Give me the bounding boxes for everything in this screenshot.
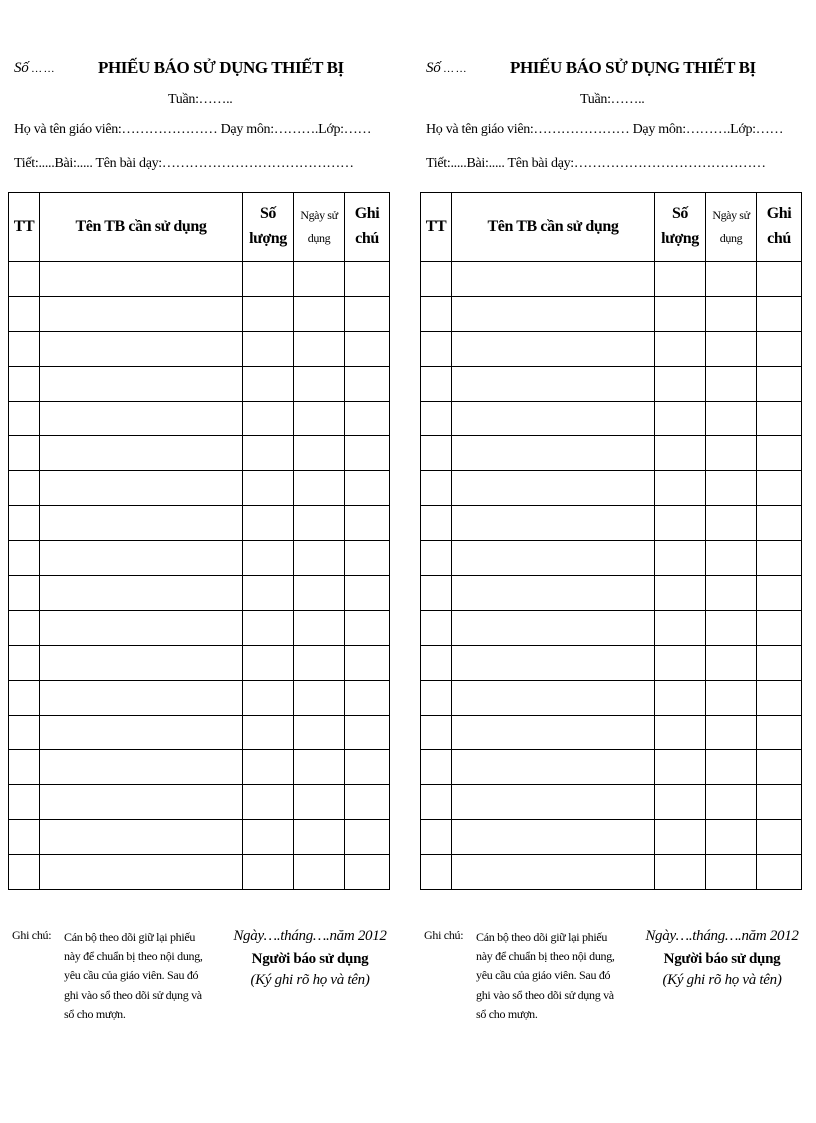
cell-tt	[9, 715, 40, 750]
cell-note	[345, 366, 390, 401]
cell-tt	[9, 855, 40, 890]
cell-usage-date	[706, 541, 757, 576]
cell-usage-date	[706, 436, 757, 471]
table-row	[9, 436, 390, 471]
cell-usage-date	[706, 610, 757, 645]
cell-usage-date	[706, 366, 757, 401]
cell-tt	[9, 436, 40, 471]
table-row	[421, 855, 802, 890]
cell-usage-date	[294, 262, 345, 297]
cell-quantity	[655, 645, 706, 680]
cell-note	[345, 471, 390, 506]
cell-note	[345, 680, 390, 715]
cell-usage-date	[706, 296, 757, 331]
cell-usage-date	[706, 576, 757, 611]
cell-equipment-name	[40, 436, 243, 471]
cell-tt	[421, 610, 452, 645]
table-row	[9, 471, 390, 506]
cell-usage-date	[294, 610, 345, 645]
table-row	[421, 820, 802, 855]
cell-equipment-name	[452, 331, 655, 366]
cell-usage-date	[294, 366, 345, 401]
table-row	[421, 785, 802, 820]
cell-usage-date	[706, 715, 757, 750]
cell-tt	[421, 331, 452, 366]
cell-quantity	[655, 576, 706, 611]
cell-usage-date	[294, 715, 345, 750]
table-row	[9, 541, 390, 576]
week-field: Tuần:……..	[580, 92, 645, 107]
table-row	[421, 436, 802, 471]
cell-usage-date	[294, 785, 345, 820]
cell-equipment-name	[452, 262, 655, 297]
cell-usage-date	[706, 471, 757, 506]
cell-equipment-name	[452, 855, 655, 890]
signature-date: Ngày….tháng….năm 2012	[233, 928, 387, 944]
cell-equipment-name	[452, 366, 655, 401]
cell-quantity	[655, 296, 706, 331]
cell-quantity	[655, 401, 706, 436]
header-usage-date: Ngày sử dụng	[294, 193, 345, 262]
table-header-row	[421, 193, 802, 262]
table-header-row	[9, 193, 390, 262]
cell-note	[757, 645, 802, 680]
header-tt: TT	[421, 193, 452, 262]
equipment-form-right	[420, 0, 815, 1123]
cell-note	[345, 785, 390, 820]
cell-equipment-name	[40, 262, 243, 297]
cell-quantity	[243, 785, 294, 820]
table-row	[421, 401, 802, 436]
cell-tt	[9, 645, 40, 680]
table-row	[9, 820, 390, 855]
cell-equipment-name	[40, 401, 243, 436]
cell-equipment-name	[452, 645, 655, 680]
cell-equipment-name	[452, 576, 655, 611]
cell-equipment-name	[40, 506, 243, 541]
cell-note	[757, 506, 802, 541]
cell-quantity	[243, 680, 294, 715]
cell-quantity	[655, 506, 706, 541]
equipment-form-left	[8, 0, 403, 1123]
cell-note	[345, 645, 390, 680]
cell-tt	[9, 401, 40, 436]
cell-note	[345, 576, 390, 611]
cell-quantity	[655, 471, 706, 506]
header-note: Ghi chú	[757, 193, 802, 262]
table-row	[421, 715, 802, 750]
equipment-table	[8, 192, 390, 890]
cell-note	[345, 820, 390, 855]
cell-tt	[421, 715, 452, 750]
signature-date: Ngày….tháng….năm 2012	[645, 928, 799, 944]
cell-quantity	[655, 820, 706, 855]
cell-quantity	[243, 436, 294, 471]
cell-equipment-name	[40, 331, 243, 366]
cell-usage-date	[294, 401, 345, 436]
cell-usage-date	[294, 506, 345, 541]
cell-tt	[9, 262, 40, 297]
cell-quantity	[243, 715, 294, 750]
form-title: PHIẾU BÁO SỬ DỤNG THIẾT BỊ	[98, 58, 344, 77]
cell-note	[757, 262, 802, 297]
form-title: PHIẾU BÁO SỬ DỤNG THIẾT BỊ	[510, 58, 756, 77]
cell-tt	[9, 296, 40, 331]
signature-hint: (Ký ghi rõ họ và tên)	[662, 972, 782, 988]
cell-note	[345, 296, 390, 331]
cell-quantity	[655, 785, 706, 820]
cell-equipment-name	[40, 820, 243, 855]
cell-equipment-name	[40, 541, 243, 576]
cell-note	[345, 715, 390, 750]
cell-tt	[9, 366, 40, 401]
lesson-line: Tiết:.....Bài:..... Tên bài dạy:……………………………………	[14, 156, 354, 171]
table-row	[9, 855, 390, 890]
cell-equipment-name	[452, 750, 655, 785]
cell-equipment-name	[40, 715, 243, 750]
cell-quantity	[655, 610, 706, 645]
cell-note	[345, 750, 390, 785]
table-row	[9, 750, 390, 785]
cell-equipment-name	[40, 645, 243, 680]
cell-usage-date	[294, 750, 345, 785]
cell-usage-date	[706, 506, 757, 541]
cell-usage-date	[706, 750, 757, 785]
cell-quantity	[243, 576, 294, 611]
cell-quantity	[655, 541, 706, 576]
table-row	[9, 610, 390, 645]
table-row	[421, 645, 802, 680]
cell-tt	[9, 785, 40, 820]
table-row	[9, 680, 390, 715]
cell-tt	[421, 855, 452, 890]
cell-quantity	[243, 820, 294, 855]
cell-note	[345, 436, 390, 471]
cell-quantity	[243, 331, 294, 366]
table-row	[421, 610, 802, 645]
cell-note	[345, 262, 390, 297]
cell-usage-date	[706, 262, 757, 297]
header-usage-date: Ngày sử dụng	[706, 193, 757, 262]
cell-note	[345, 506, 390, 541]
note-text: Cán bộ theo dõi giữ lại phiếu này để chuẩn bị theo nội dung, yêu cầu của giáo viên. Sau đó ghi vào sổ theo dõi sử dụng và sổ cho mượn.	[476, 930, 615, 1021]
cell-note	[757, 715, 802, 750]
cell-usage-date	[294, 471, 345, 506]
table-row	[9, 262, 390, 297]
cell-note	[757, 296, 802, 331]
table-row	[421, 541, 802, 576]
cell-equipment-name	[40, 785, 243, 820]
cell-usage-date	[294, 855, 345, 890]
cell-note	[757, 610, 802, 645]
signature-person: Người báo sử dụng	[663, 951, 781, 967]
cell-tt	[421, 296, 452, 331]
cell-usage-date	[706, 331, 757, 366]
cell-tt	[421, 645, 452, 680]
cell-note	[757, 366, 802, 401]
table-row	[421, 680, 802, 715]
cell-equipment-name	[40, 471, 243, 506]
cell-usage-date	[294, 436, 345, 471]
cell-equipment-name	[452, 820, 655, 855]
table-row	[9, 401, 390, 436]
cell-equipment-name	[40, 296, 243, 331]
signature-block	[230, 928, 390, 989]
cell-note	[757, 471, 802, 506]
table-row	[421, 296, 802, 331]
cell-note	[757, 401, 802, 436]
cell-equipment-name	[40, 610, 243, 645]
cell-note	[345, 331, 390, 366]
cell-equipment-name	[452, 436, 655, 471]
equipment-table	[420, 192, 802, 890]
cell-equipment-name	[40, 366, 243, 401]
form-number: Số … …	[426, 60, 467, 76]
header-tt: TT	[9, 193, 40, 262]
cell-usage-date	[294, 576, 345, 611]
table-row	[421, 576, 802, 611]
cell-tt	[421, 541, 452, 576]
cell-tt	[9, 331, 40, 366]
cell-quantity	[243, 471, 294, 506]
cell-tt	[421, 366, 452, 401]
cell-tt	[9, 750, 40, 785]
note-text: Cán bộ theo dõi giữ lại phiếu này để chuẩn bị theo nội dung, yêu cầu của giáo viên. Sau đó ghi vào sổ theo dõi sử dụng và sổ cho mượn.	[64, 930, 203, 1021]
cell-quantity	[655, 750, 706, 785]
table-row	[421, 262, 802, 297]
cell-tt	[9, 820, 40, 855]
cell-tt	[9, 576, 40, 611]
cell-tt	[9, 680, 40, 715]
cell-tt	[421, 262, 452, 297]
cell-equipment-name	[452, 541, 655, 576]
cell-quantity	[243, 645, 294, 680]
cell-equipment-name	[452, 296, 655, 331]
cell-tt	[9, 610, 40, 645]
cell-usage-date	[706, 820, 757, 855]
table-row	[421, 750, 802, 785]
cell-note	[345, 610, 390, 645]
cell-note	[345, 401, 390, 436]
table-row	[421, 506, 802, 541]
cell-quantity	[243, 610, 294, 645]
table-row	[9, 331, 390, 366]
cell-quantity	[243, 401, 294, 436]
cell-note	[757, 820, 802, 855]
header-equipment-name: Tên TB cần sử dụng	[40, 193, 243, 262]
cell-note	[757, 436, 802, 471]
cell-equipment-name	[452, 785, 655, 820]
cell-quantity	[655, 331, 706, 366]
cell-usage-date	[706, 855, 757, 890]
note-label: Ghi chú:	[424, 928, 464, 942]
cell-note	[757, 855, 802, 890]
cell-note	[757, 541, 802, 576]
signature-hint: (Ký ghi rõ họ và tên)	[250, 972, 370, 988]
cell-note	[757, 331, 802, 366]
cell-tt	[9, 506, 40, 541]
cell-quantity	[243, 296, 294, 331]
cell-equipment-name	[452, 471, 655, 506]
cell-quantity	[243, 750, 294, 785]
cell-equipment-name	[452, 715, 655, 750]
table-row	[9, 296, 390, 331]
header-quantity: Số lượng	[655, 193, 706, 262]
cell-note	[345, 541, 390, 576]
cell-tt	[421, 785, 452, 820]
header-quantity: Số lượng	[243, 193, 294, 262]
cell-quantity	[655, 855, 706, 890]
cell-usage-date	[706, 401, 757, 436]
cell-equipment-name	[40, 576, 243, 611]
cell-quantity	[243, 855, 294, 890]
cell-tt	[421, 436, 452, 471]
table-row	[9, 645, 390, 680]
cell-note	[757, 750, 802, 785]
table-row	[9, 506, 390, 541]
cell-usage-date	[294, 541, 345, 576]
cell-note	[345, 855, 390, 890]
cell-equipment-name	[40, 750, 243, 785]
table-row	[9, 576, 390, 611]
cell-quantity	[655, 436, 706, 471]
cell-usage-date	[706, 680, 757, 715]
cell-usage-date	[294, 820, 345, 855]
cell-usage-date	[294, 296, 345, 331]
signature-block	[642, 928, 802, 989]
cell-quantity	[655, 366, 706, 401]
cell-quantity	[243, 506, 294, 541]
cell-note	[757, 680, 802, 715]
cell-tt	[9, 541, 40, 576]
signature-person: Người báo sử dụng	[251, 951, 369, 967]
week-field: Tuần:……..	[168, 92, 233, 107]
cell-tt	[9, 471, 40, 506]
cell-usage-date	[294, 645, 345, 680]
teacher-subject-class-line: Họ và tên giáo viên:………………… Dạy môn:……….Lớp:……	[426, 122, 784, 137]
cell-equipment-name	[40, 680, 243, 715]
cell-quantity	[243, 366, 294, 401]
cell-usage-date	[294, 331, 345, 366]
cell-quantity	[655, 262, 706, 297]
cell-quantity	[243, 541, 294, 576]
form-number: Số … …	[14, 60, 55, 76]
cell-tt	[421, 471, 452, 506]
cell-equipment-name	[40, 855, 243, 890]
table-row	[421, 331, 802, 366]
note-label: Ghi chú:	[12, 928, 52, 942]
header-equipment-name: Tên TB cần sử dụng	[452, 193, 655, 262]
table-row	[421, 366, 802, 401]
table-row	[9, 785, 390, 820]
cell-quantity	[655, 680, 706, 715]
cell-quantity	[655, 715, 706, 750]
cell-usage-date	[706, 645, 757, 680]
cell-quantity	[243, 262, 294, 297]
table-row	[9, 715, 390, 750]
cell-tt	[421, 820, 452, 855]
cell-tt	[421, 576, 452, 611]
table-row	[9, 366, 390, 401]
cell-note	[757, 576, 802, 611]
cell-tt	[421, 506, 452, 541]
table-row	[421, 471, 802, 506]
cell-usage-date	[706, 785, 757, 820]
cell-equipment-name	[452, 610, 655, 645]
cell-tt	[421, 750, 452, 785]
cell-tt	[421, 680, 452, 715]
cell-equipment-name	[452, 680, 655, 715]
teacher-subject-class-line: Họ và tên giáo viên:………………… Dạy môn:……….Lớp:……	[14, 122, 372, 137]
lesson-line: Tiết:.....Bài:..... Tên bài dạy:……………………………………	[426, 156, 766, 171]
header-note: Ghi chú	[345, 193, 390, 262]
cell-equipment-name	[452, 401, 655, 436]
cell-usage-date	[294, 680, 345, 715]
cell-note	[757, 785, 802, 820]
cell-equipment-name	[452, 506, 655, 541]
cell-tt	[421, 401, 452, 436]
